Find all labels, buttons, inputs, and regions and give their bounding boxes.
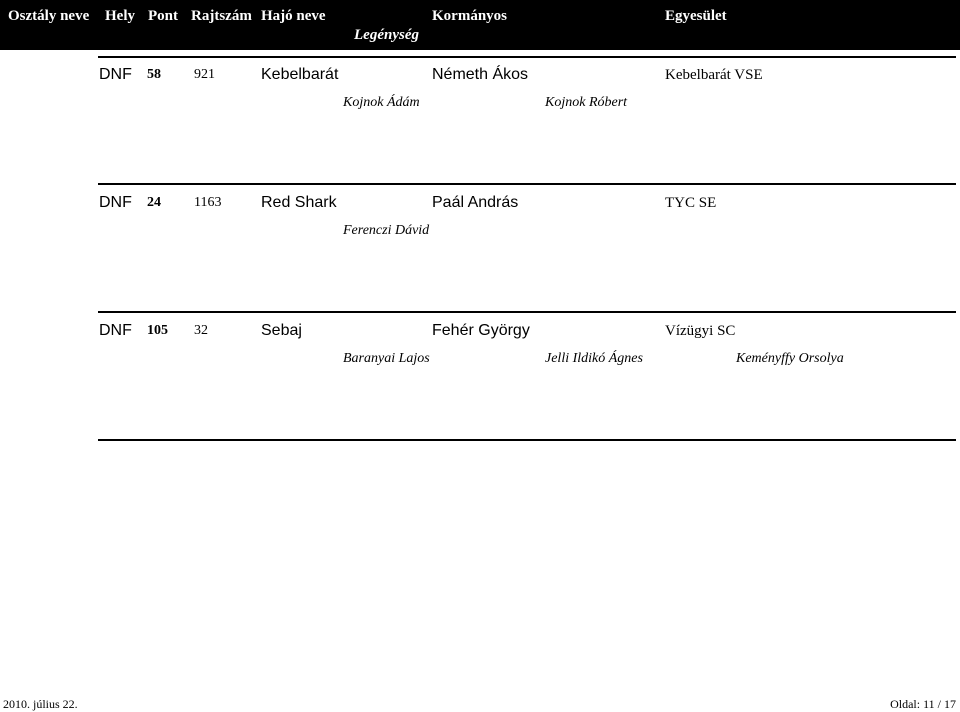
status-cell: DNF bbox=[99, 322, 132, 339]
crew-member: Ferenczi Dávid bbox=[343, 223, 430, 238]
helm-cell: Fehér György bbox=[432, 322, 530, 339]
row-divider bbox=[98, 56, 956, 58]
helm-cell: Paál András bbox=[432, 194, 519, 211]
header-crew: Legénység bbox=[354, 27, 419, 43]
table-row bbox=[0, 320, 960, 380]
club-cell: TYC SE bbox=[665, 195, 717, 211]
table-header bbox=[0, 0, 960, 50]
crew-member: Kojnok Róbert bbox=[545, 95, 628, 110]
header-points: Pont bbox=[148, 8, 178, 24]
row-divider bbox=[98, 183, 956, 185]
crew-member: Keményffy Orsolya bbox=[736, 351, 844, 366]
header-club: Egyesület bbox=[665, 8, 727, 24]
club-cell: Kebelbarát VSE bbox=[665, 67, 763, 83]
club-cell: Vízügyi SC bbox=[665, 323, 736, 339]
boat-name-cell: Sebaj bbox=[261, 322, 302, 339]
place-cell: 105 bbox=[147, 323, 168, 338]
place-cell: 58 bbox=[147, 67, 161, 82]
boat-name-cell: Kebelbarát bbox=[261, 66, 339, 83]
sail-number-cell: 1163 bbox=[194, 195, 222, 210]
status-cell: DNF bbox=[99, 66, 132, 83]
header-place: Hely bbox=[105, 8, 135, 24]
header-sail-number: Rajtszám bbox=[191, 8, 252, 24]
table-row bbox=[0, 64, 960, 124]
header-helm: Kormányos bbox=[432, 8, 507, 24]
print-date: 2010. július 22. bbox=[3, 697, 78, 711]
status-cell: DNF bbox=[99, 194, 132, 211]
crew-member: Kojnok Ádám bbox=[343, 95, 420, 110]
header-boat-name: Hajó neve bbox=[261, 8, 326, 24]
place-cell: 24 bbox=[147, 195, 161, 210]
row-divider bbox=[98, 311, 956, 313]
boat-name-cell: Red Shark bbox=[261, 194, 337, 211]
page-number: Oldal: 11 / 17 bbox=[890, 697, 956, 711]
header-class-name: Osztály neve bbox=[8, 8, 90, 24]
crew-member: Jelli Ildikó Ágnes bbox=[545, 351, 643, 366]
sail-number-cell: 32 bbox=[194, 323, 208, 338]
table-row bbox=[0, 192, 960, 252]
sail-number-cell: 921 bbox=[194, 67, 215, 82]
crew-member: Baranyai Lajos bbox=[343, 351, 430, 366]
row-divider bbox=[98, 439, 956, 441]
helm-cell: Németh Ákos bbox=[432, 66, 529, 83]
